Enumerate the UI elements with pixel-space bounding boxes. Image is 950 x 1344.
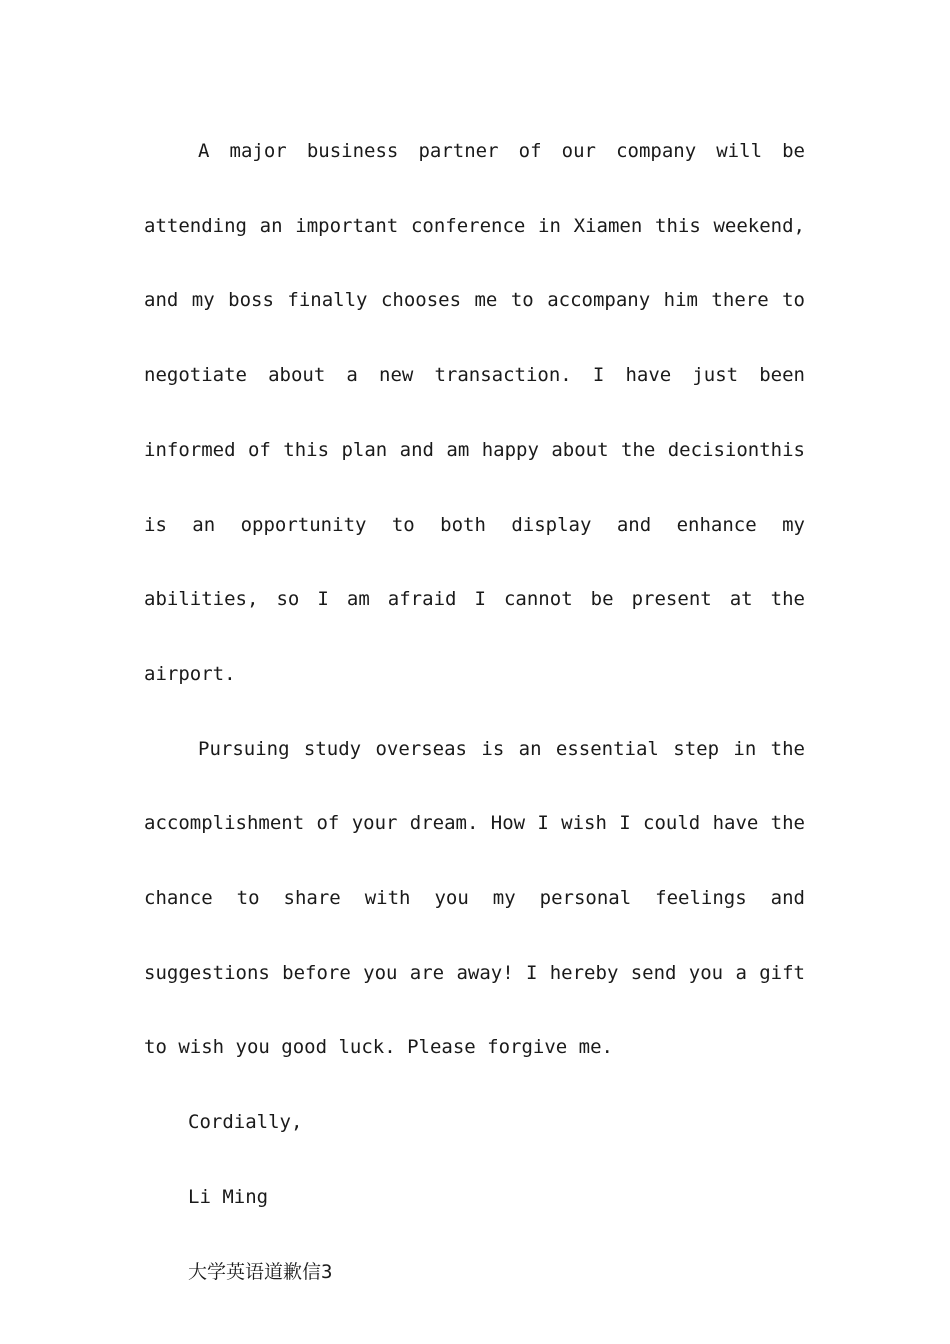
next-section-heading: 大学英语道歉信3 [188,1260,333,1283]
paragraph-1: A major business partner of our company will be attending an important conference in Xiamen this weekend, and my boss finally chooses me to accompany him there to negotiate about a new transaction. I have just been informed of this plan and am happy about the decisionthis is an opportunity to both display and enhance my abilities, so I am afraid I cannot be present at the airport. [144,140,805,685]
paragraph-2: Pursuing study overseas is an essential step in the accomplishment of your dream. How I wish I could have the chance to share with you my personal feelings and suggestions before you are away! I hereby send you a gift to wish you good luck. Please forgive me. [144,737,805,1059]
letter-body [144,114,805,1309]
signature-line: Li Ming [188,1185,269,1208]
closing-line: Cordially, [188,1111,303,1134]
